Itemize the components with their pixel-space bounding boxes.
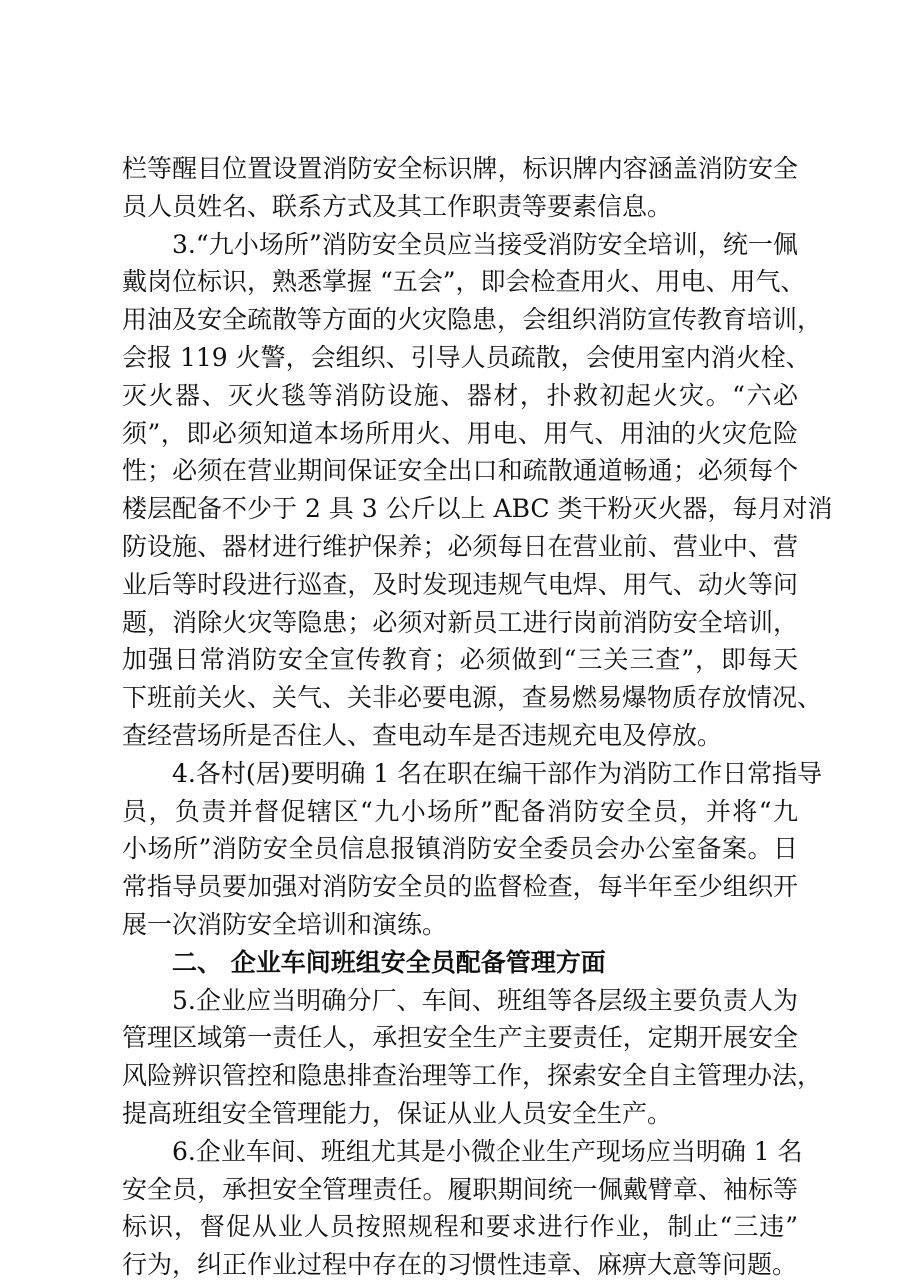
text-line: 小场所”消防安全员信息报镇消防安全委员会办公室备案。日 bbox=[122, 834, 798, 864]
text-line: 灭火器、灭火毯等消防设施、器材，扑救初起火灾。“六必 bbox=[122, 380, 798, 410]
text-line: 会报 119 火警，会组织、引导人员疏散，会使用室内消火栓、 bbox=[122, 342, 811, 372]
text-line: 查经营场所是否住人、查电动车是否违规充电及停放。 bbox=[122, 720, 723, 750]
text-line: 下班前关火、关气、关非必要电源，查易燃易爆物质存放情况、 bbox=[122, 683, 823, 713]
text-line: 楼层配备不少于 2 具 3 公斤以上 ABC 类干粉灭火器，每月对消 bbox=[122, 494, 833, 524]
text-line: 加强日常消防安全宣传教育；必须做到“三关三查”，即每天 bbox=[122, 645, 798, 675]
text-line: 业后等时段进行巡查，及时发现违规气电焊、用气、动火等问 bbox=[122, 569, 798, 599]
text-line: 管理区域第一责任人，承担安全生产主要责任，定期开展安全 bbox=[122, 1023, 798, 1053]
text-line: 员，负责并督促辖区“九小场所”配备消防安全员，并将“九 bbox=[122, 796, 798, 826]
text-line: 员人员姓名、联系方式及其工作职责等要素信息。 bbox=[122, 191, 673, 221]
text-line: 展一次消防安全培训和演练。 bbox=[122, 909, 448, 939]
text-line: 题，消除火灾等隐患；必须对新员工进行岗前消防安全培训， bbox=[122, 607, 798, 637]
text-line: 安全员，承担安全管理责任。履职期间统一佩戴臂章、袖标等 bbox=[122, 1174, 798, 1204]
text-line: 行为，纠正作业过程中存在的习惯性违章、麻痹大意等问题。 bbox=[122, 1250, 798, 1280]
document-body bbox=[122, 150, 833, 1284]
text-line: 风险辨识管控和隐患排查治理等工作，探索安全自主管理办法， bbox=[122, 1061, 823, 1091]
text-line: 性；必须在营业期间保证安全出口和疏散通道畅通；必须每个 bbox=[122, 456, 798, 486]
text-line: 栏等醒目位置设置消防安全标识牌，标识牌内容涵盖消防安全 bbox=[122, 154, 798, 183]
text-line: 标识，督促从业人员按照规程和要求进行作业，制止“三违” bbox=[122, 1212, 798, 1242]
paragraph-4-start: 4.各村(居)要明确 1 名在职在编干部作为消防工作日常指导 bbox=[172, 758, 823, 788]
text-line: 用油及安全疏散等方面的火灾隐患，会组织消防宣传教育培训， bbox=[122, 305, 823, 335]
paragraph-3-start: 3.“九小场所”消防安全员应当接受消防安全培训，统一佩 bbox=[172, 229, 798, 259]
text-line: 常指导员要加强对消防安全员的监督检查，每半年至少组织开 bbox=[122, 872, 798, 902]
text-line: 须”，即必须知道本场所用火、用电、用气、用油的火灾危险 bbox=[122, 418, 798, 448]
section-heading: 二、 企业车间班组安全员配备管理方面 bbox=[172, 947, 606, 977]
text-line: 防设施、器材进行维护保养；必须每日在营业前、营业中、营 bbox=[122, 531, 798, 561]
paragraph-6-start: 6.企业车间、班组尤其是小微企业生产现场应当明确 1 名 bbox=[172, 1136, 803, 1166]
paragraph-5-start: 5.企业应当明确分厂、车间、班组等各层级主要负责人为 bbox=[172, 985, 798, 1015]
text-line: 提高班组安全管理能力，保证从业人员安全生产。 bbox=[122, 1098, 673, 1128]
text-line: 戴岗位标识，熟悉掌握 “五会”，即会检查用火、用电、用气、 bbox=[122, 267, 806, 297]
